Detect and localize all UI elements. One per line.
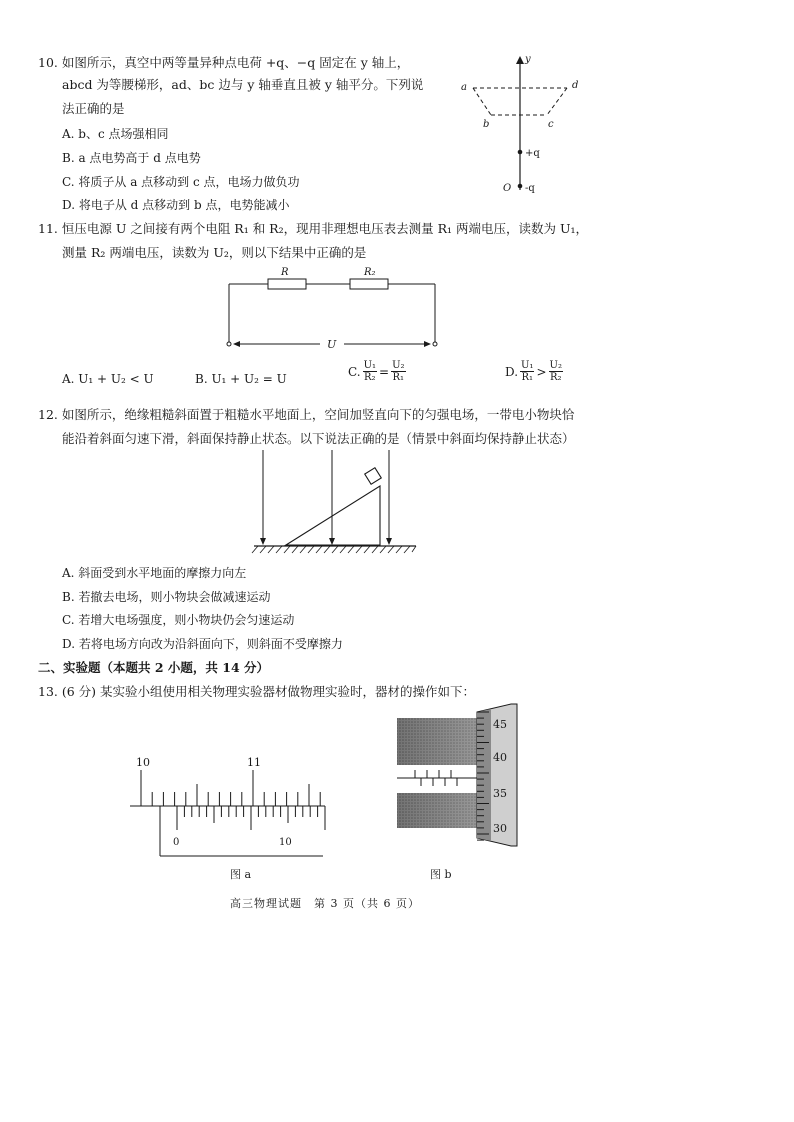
denominator: R₂	[364, 372, 376, 383]
thimble-label-30: 30	[493, 822, 507, 835]
q10-line1: 10. 如图所示，真空中两等量异种点电荷 +q、−q 固定在 y 轴上，	[38, 55, 410, 70]
resistor-r1-label: R	[281, 267, 289, 278]
q11-line1: 11. 恒压电源 U 之间接有两个电阻 R₁ 和 R₂，现用非理想电压表去测量 R₁ 两端电压，读数为 U₁，	[38, 221, 588, 236]
positive-charge-label: +q	[525, 148, 540, 159]
arrow-right-icon	[424, 341, 431, 347]
electric-field-lines	[263, 450, 389, 539]
terminal-left	[227, 342, 231, 346]
main-scale-label-11: 11	[247, 756, 261, 769]
resistor-r2-label: R₂	[364, 267, 376, 278]
arrow-down-icon	[386, 538, 392, 545]
q11-option-a: A. U₁ + U₂ < U	[62, 372, 154, 386]
q12-line2: 能沿着斜面匀速下滑，斜面保持静止状态。以下说法正确的是（情景中斜面均保持静止状态）	[62, 431, 575, 446]
point-c-label: c	[548, 119, 554, 130]
figure-b-caption: 图 b	[430, 868, 452, 881]
numerator: U₁	[521, 360, 534, 371]
fraction	[549, 360, 563, 383]
q12-option-a: A. 斜面受到水平地面的摩擦力向左	[62, 566, 247, 580]
resistor-r2	[350, 279, 388, 289]
point-d-label: d	[572, 80, 579, 91]
section-experiment-heading: 二、实验题（本题共 2 小题，共 14 分）	[38, 660, 270, 675]
q11-option-b: B. U₁ + U₂ = U	[195, 372, 287, 386]
q13-line1: 13. (6 分) 某实验小组使用相关物理实验器材做物理实验时，器材的操作如下：	[38, 684, 476, 699]
q11-circuit-figure	[220, 262, 445, 357]
figure-a-caption: 图 a	[230, 868, 252, 881]
q11-option-c	[348, 360, 408, 383]
q10-option-c: C. 将质子从 a 点移动到 c 点，电场力做负功	[62, 175, 300, 189]
q12-option-d: D. 若将电场方向改为沿斜面向下，则斜面不受摩擦力	[62, 637, 343, 651]
point-b-label: b	[483, 119, 490, 130]
q11-option-d	[505, 360, 565, 383]
sleeve	[397, 765, 477, 793]
page-footer: 高三物理试题 第 3 页（共 6 页）	[230, 897, 420, 910]
thimble-label-35: 35	[493, 787, 507, 800]
ground-hatching	[252, 546, 416, 553]
denominator: R₁	[392, 372, 405, 383]
thimble-label-40: 40	[493, 751, 507, 764]
voltage-u-label: U	[327, 338, 337, 351]
point-a-label: a	[461, 82, 467, 93]
operator: =	[379, 364, 390, 379]
q10-option-b: B. a 点电势高于 d 点电势	[62, 151, 201, 165]
q11-line2: 测量 R₂ 两端电压，读数为 U₂，则以下结果中正确的是	[62, 245, 367, 260]
vernier-label-10: 10	[279, 837, 292, 848]
q12-line1: 12. 如图所示，绝缘粗糙斜面置于粗糙水平地面上，空间加竖直向下的匀强电场，一带电小物块恰	[38, 407, 575, 422]
charged-block	[365, 468, 382, 485]
q10-line2: abcd 为等腰梯形，ad、bc 边与 y 轴垂直且被 y 轴平分。下列说	[62, 77, 424, 92]
denominator: R₁	[521, 372, 533, 383]
operator: >	[536, 364, 547, 379]
numerator: U₂	[392, 360, 405, 371]
y-axis-label: y	[525, 54, 531, 65]
vernier-label-0: 0	[173, 837, 180, 848]
origin-label: O	[503, 183, 512, 194]
q10-line3: 法正确的是	[62, 101, 125, 116]
numerator: U₂	[549, 360, 562, 371]
positive-charge-dot	[518, 150, 523, 155]
q11-option-d-prefix: D.	[505, 364, 519, 379]
trapezoid-side-ab	[473, 88, 491, 115]
arrow-down-icon	[260, 538, 266, 545]
q12-option-c: C. 若增大电场强度，则小物块仍会匀速运动	[62, 613, 295, 627]
thimble-shadow	[477, 709, 491, 841]
main-scale-label-10: 10	[136, 756, 150, 769]
q11-option-c-prefix: C.	[348, 364, 361, 379]
terminal-right	[433, 342, 437, 346]
q10-option-d: D. 将电子从 d 点移动到 b 点，电势能减小	[62, 198, 290, 212]
y-axis-arrow-icon	[516, 56, 524, 64]
thimble-label-45: 45	[493, 718, 507, 731]
denominator: R₂	[549, 372, 562, 383]
fraction	[520, 360, 534, 383]
q12-option-b: B. 若撤去电场，则小物块会做减速运动	[62, 590, 271, 604]
q13-vernier-caliper-figure	[125, 748, 330, 863]
numerator: U₁	[363, 360, 377, 371]
arrow-left-icon	[233, 341, 240, 347]
q13-micrometer-figure	[393, 700, 523, 850]
negative-charge-label: -q	[525, 183, 535, 194]
fraction	[391, 360, 405, 383]
resistor-r1	[268, 279, 306, 289]
q12-incline-figure	[248, 448, 423, 558]
negative-charge-dot	[518, 184, 523, 189]
vernier-scale-ticks	[177, 806, 325, 830]
q10-option-a: A. b、c 点场强相同	[62, 127, 169, 141]
fraction	[363, 360, 377, 383]
incline-wedge	[286, 486, 380, 545]
q10-trapezoid-figure	[455, 50, 585, 200]
trapezoid-side-dc	[547, 88, 567, 115]
main-scale-ticks	[141, 770, 330, 806]
arrow-down-icon	[329, 538, 335, 545]
